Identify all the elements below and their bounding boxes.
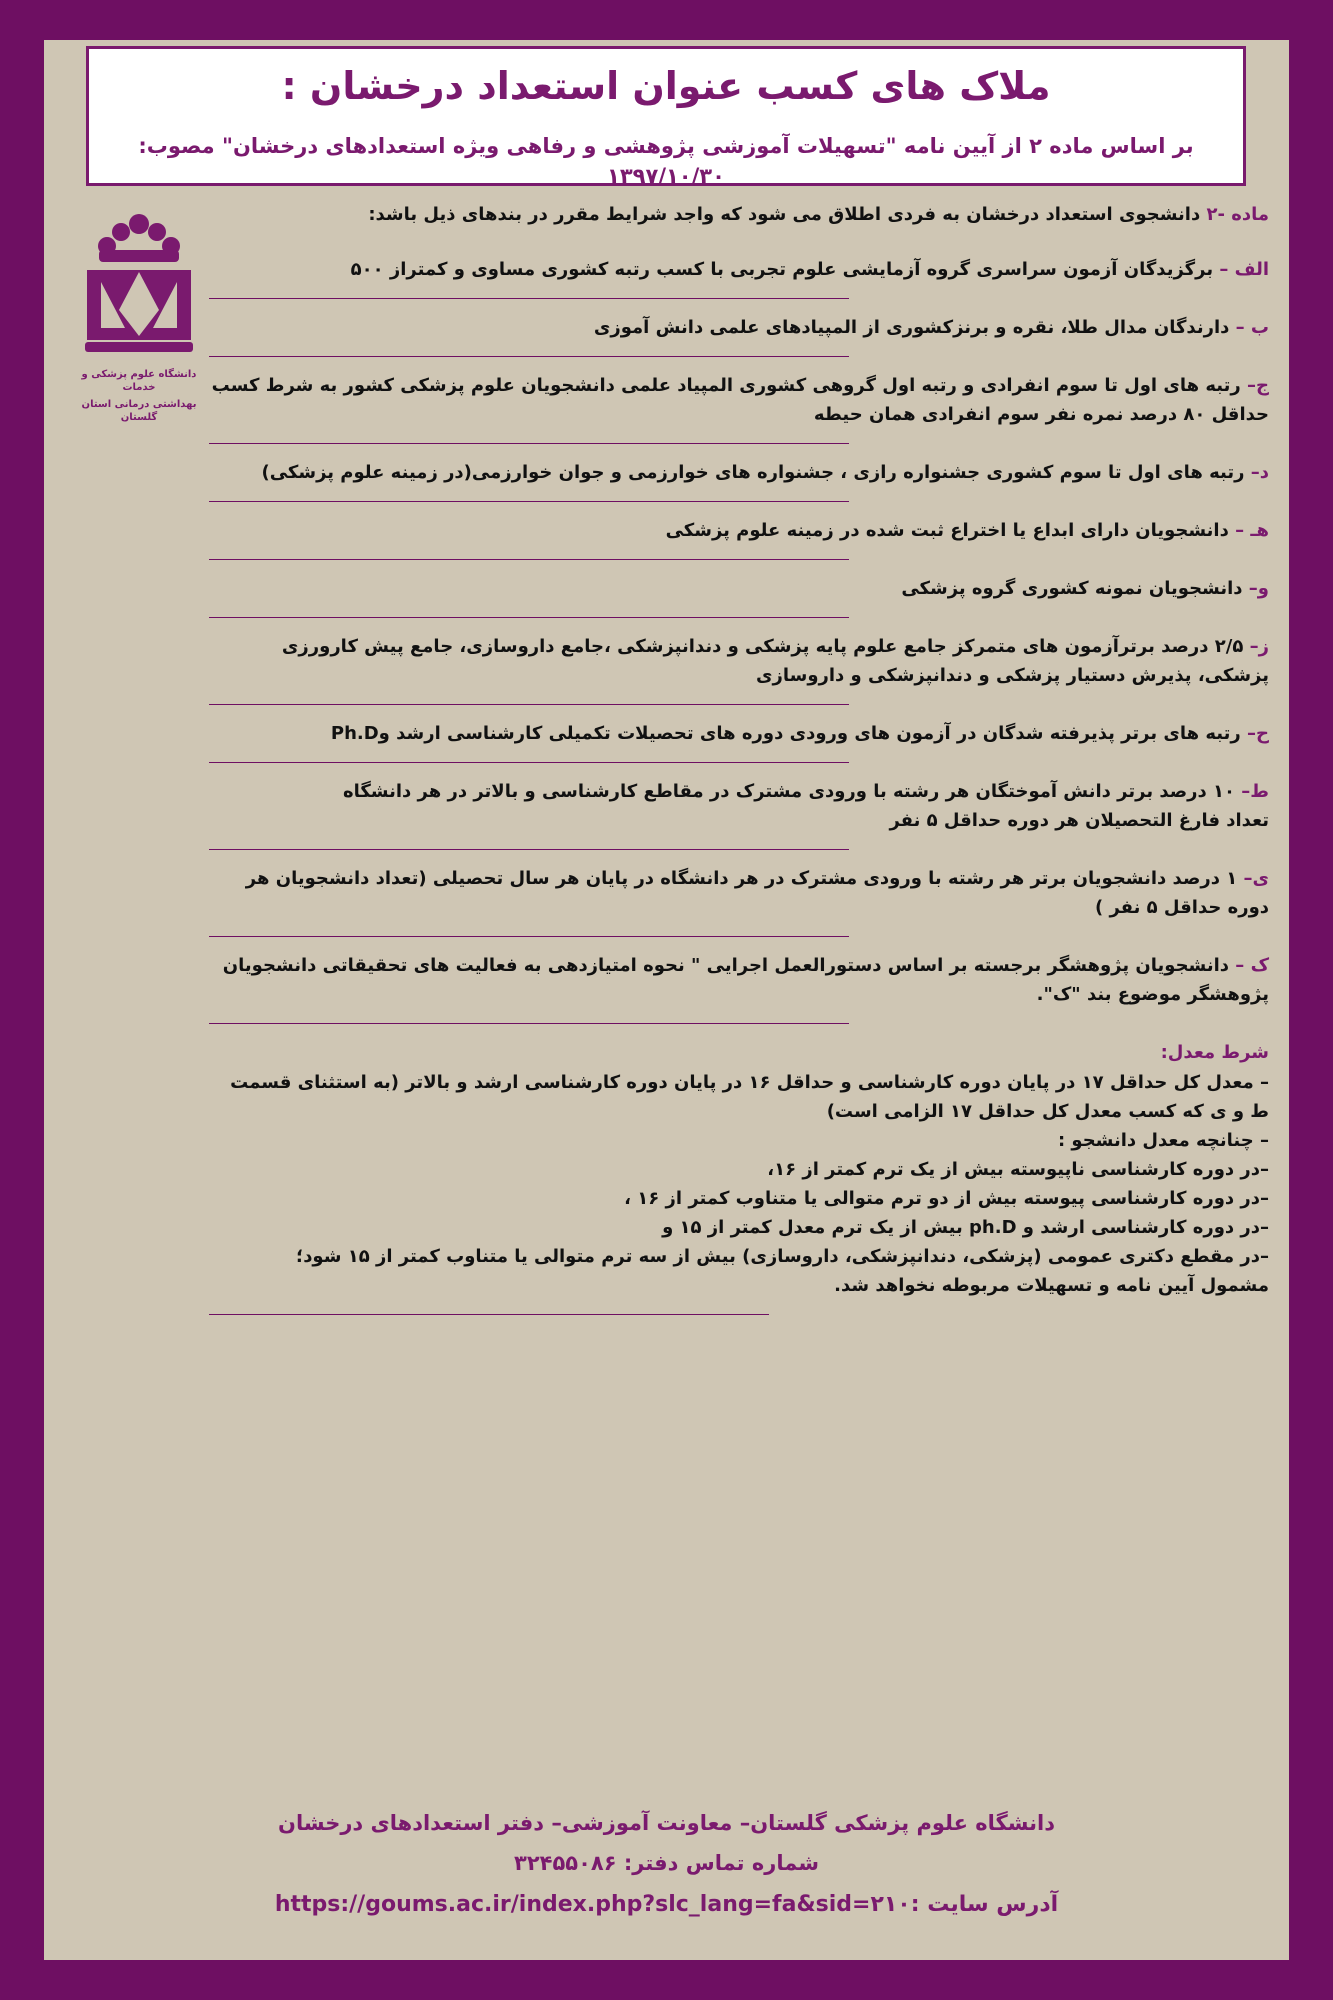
criterion-tag: ط– — [1241, 781, 1269, 802]
criterion-item — [209, 516, 1269, 545]
criterion-tag: هـ – — [1235, 520, 1269, 541]
gpa-condition-title: شرط معدل: — [1160, 1042, 1269, 1063]
divider — [209, 356, 849, 357]
footer-phone: شماره تماس دفتر: ۳۲۴۵۵۰۸۶ — [514, 1851, 819, 1875]
criterion-tag: ک – — [1235, 955, 1269, 976]
criterion-item — [209, 313, 1269, 342]
divider — [209, 849, 849, 850]
divider — [209, 559, 849, 560]
criterion-item — [209, 574, 1269, 603]
criterion-text: برگزیدگان آزمون سراسری گروه آزمایشی علوم تجربی با کسب رتبه کشوری مساوی و کمتراز ۵۰۰ — [350, 259, 1220, 280]
divider — [209, 298, 849, 299]
criterion-text: دارندگان مدال طلا، نقره و برنزکشوری از المپیادهای علمی دانش آموزی — [593, 317, 1236, 338]
criterion-tag: د– — [1250, 462, 1269, 483]
criterion-text: دانشجویان دارای ابداع یا اختراع ثبت شده در زمینه علوم پزشکی — [665, 520, 1236, 541]
intro-body: دانشجوی استعداد درخشان به فردی اطلاق می شود که واجد شرایط مقرر در بندهای ذیل باشد: — [368, 204, 1207, 225]
criterion-tag: ح– — [1247, 723, 1269, 744]
criterion-tag: ز– — [1249, 636, 1269, 657]
divider — [209, 936, 849, 937]
criterion-item — [209, 458, 1269, 487]
university-logo — [64, 210, 214, 440]
criterion-text: دانشجویان پژوهشگر برجسته بر اساس دستورالعمل اجرایی " نحوه امتیازدهی به فعالیت های تحقیقاتی دانشجویان پژوهشگر موضوع بند "ک". — [222, 955, 1269, 1005]
condition-line: –در دوره کارشناسی ارشد و ph.D بیش از یک ترم معدل کمتر از ۱۵ و — [662, 1217, 1269, 1238]
page-title: ملاک های کسب عنوان استعداد درخشان : — [281, 64, 1051, 108]
criteria-content — [209, 200, 1269, 1329]
criterion-tag: ج– — [1247, 375, 1269, 396]
criterion-text: رتبه های اول تا سوم کشوری جشنواره رازی ، جشنواره های خوارزمی و جوان خوارزمی(در زمینه علوم پزشکی) — [261, 462, 1251, 483]
divider — [209, 1023, 849, 1024]
intro-text — [209, 200, 1269, 229]
header-box — [86, 46, 1246, 186]
divider — [209, 443, 849, 444]
poster-panel — [44, 40, 1289, 1960]
intro-tag: ماده -۲ — [1206, 204, 1269, 225]
divider — [209, 617, 849, 618]
logo-line-2: بهداشتی درمانی استان گلستان — [81, 399, 197, 423]
criterion-tag: ی– — [1243, 868, 1269, 889]
divider — [209, 762, 849, 763]
criterion-item — [209, 719, 1269, 748]
divider — [209, 501, 849, 502]
page-subtitle: بر اساس ماده ۲ از آیین نامه "تسهیلات آموزشی پژوهشی و رفاهی ویژه استعدادهای درخشان" مصوب: ۱۳۹۷/۱۰/۳۰ — [138, 134, 1194, 188]
divider — [209, 1314, 769, 1315]
condition-line: –در دوره کارشناسی پیوسته بیش از دو ترم متوالی یا متناوب کمتر از ۱۶ ، — [624, 1188, 1269, 1209]
criterion-item — [209, 632, 1269, 690]
divider — [209, 704, 849, 705]
criterion-item — [209, 371, 1269, 429]
criterion-item — [209, 255, 1269, 284]
criterion-tag: ب – — [1235, 317, 1269, 338]
footer — [44, 1805, 1289, 1923]
criterion-item — [209, 777, 1269, 835]
criterion-text: ۱ درصد دانشجویان برتر هر رشته با ورودی مشترک در هر دانشگاه در پایان هر سال تحصیلی (تعداد دانشجویان هر دوره حداقل ۵ نفر ) — [245, 868, 1269, 918]
criterion-text: ۲/۵ درصد برترآزمون های متمرکز جامع علوم پایه پزشکی و دندانپزشکی ،جامع داروسازی، جامع پیش کارورزی پزشکی، پذیرش دستیار پزشکی و دندانپزشکی و داروسازی — [281, 636, 1269, 686]
criterion-text: رتبه های برتر پذیرفته شدگان در آزمون های ورودی دوره های تحصیلات تکمیلی کارشناسی ارشد وPh.D — [330, 723, 1248, 744]
criterion-item — [209, 864, 1269, 922]
condition-line: – معدل کل حداقل ۱۷ در پایان دوره کارشناسی و حداقل ۱۶ در پایان دوره کارشناسی ارشد و بالاتر (به استثنای قسمت ط و ی که کسب معدل کل حداقل ۱۷ الزامی است) — [230, 1072, 1269, 1122]
criterion-text: ۱۰ درصد برتر دانش آموختگان هر رشته با ورودی مشترک در مقاطع کارشناسی و بالاتر در هر دانشگاه تعداد فارغ التحصیلان هر دوره حداقل ۵ نفر — [342, 781, 1269, 831]
condition-line: مشمول آیین نامه و تسهیلات مربوطه نخواهد شد. — [834, 1275, 1269, 1296]
criterion-item — [209, 951, 1269, 1009]
footer-organization: دانشگاه علوم پزشکی گلستان– معاونت آموزشی– دفتر استعدادهای درخشان — [278, 1811, 1055, 1835]
logo-emblem-icon — [79, 210, 199, 360]
criterion-text: دانشجویان نمونه کشوری گروه پزشکی — [901, 578, 1249, 599]
condition-line: –در مقطع دکتری عمومی (پزشکی، دندانپزشکی، داروسازی) بیش از سه ترم متوالی یا متناوب کمتر از ۱۵ شود؛ — [296, 1246, 1269, 1267]
criterion-tag: الف – — [1219, 259, 1269, 280]
condition-line: –در دوره کارشناسی ناپیوسته بیش از یک ترم کمتر از ۱۶، — [767, 1159, 1269, 1180]
condition-line: – چنانچه معدل دانشجو : — [1057, 1130, 1269, 1151]
footer-website-link[interactable]: آدرس سایت :https://goums.ac.ir/index.php?slc_lang=fa&sid=۲۱۰ — [274, 1892, 1059, 1917]
logo-line-1: دانشگاه علوم پزشکی و خدمات — [81, 369, 197, 393]
criterion-text: رتبه های اول تا سوم انفرادی و رتبه اول گروهی کشوری المپیاد علمی دانشجویان علوم پزشکی کشور به شرط کسب حداقل ۸۰ درصد نمره نفر سوم انفرادی همان حیطه — [211, 375, 1269, 425]
criterion-tag: و– — [1248, 578, 1269, 599]
